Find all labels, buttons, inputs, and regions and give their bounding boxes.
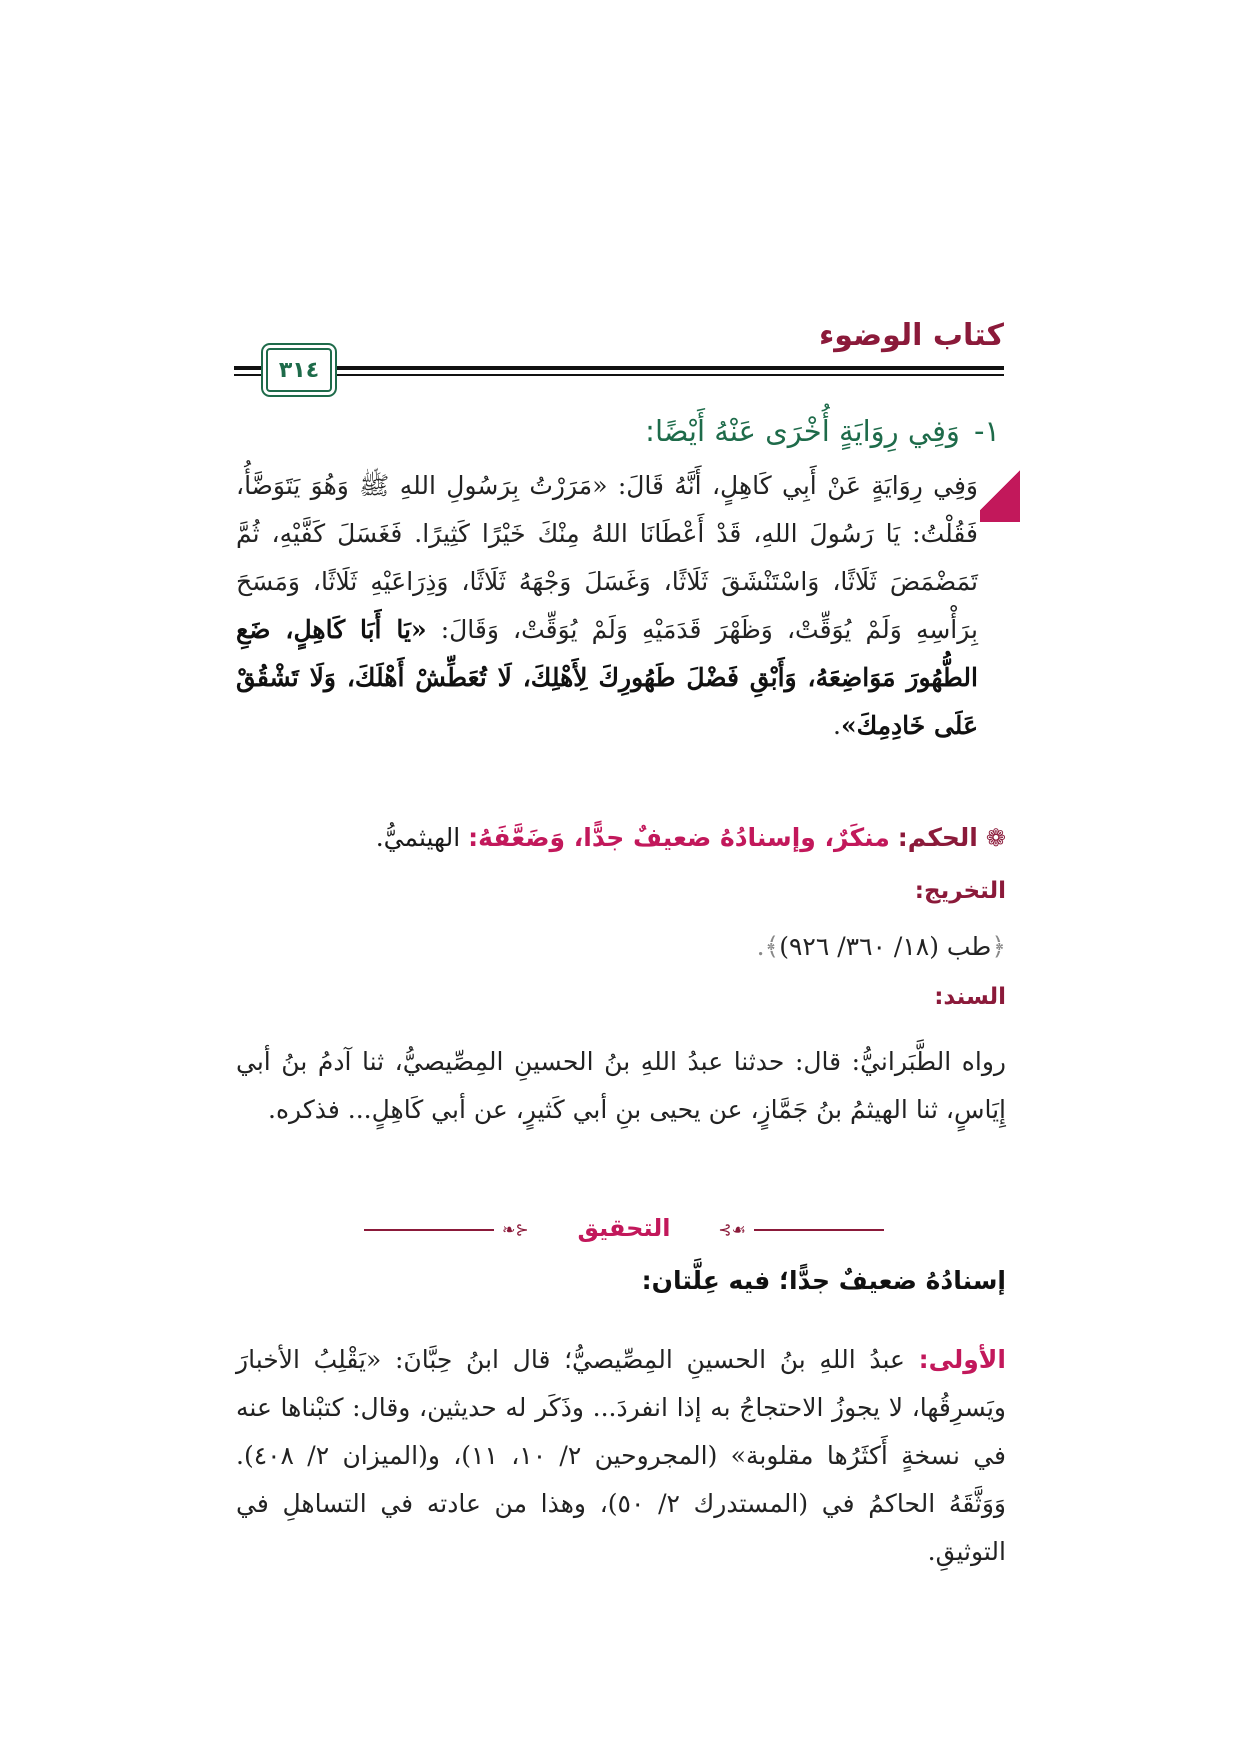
first-defect-text <box>236 1336 1006 1576</box>
ruling-rest: الهيثميُّ. <box>375 823 461 852</box>
corner-ornament-icon <box>980 458 1020 522</box>
ruling-verdict: منكَرٌ، وإسنادُهُ ضعيفٌ جدًّا، وَضَعَّفَهُ: <box>468 823 890 852</box>
hadith-narration: وَفِي رِوَايَةٍ عَنْ أَبِي كَاهِلٍ، أَنَّهُ قَالَ: «مَرَرْتُ بِرَسُولِ اللهِ ﷺ وَهُوَ يَتَوَضَّأُ، فَقُلْتُ: يَا رَسُولَ اللهِ، قَدْ أَعْطَانَا اللهُ مِنْكَ خَيْرًا كَثِيرًا. فَغَسَلَ كَفَّيْهِ، ثُمَّ تَمَضْمَضَ ثَلَاثًا، وَاسْتَنْشَقَ ثَلَاثًا، وَغَسَلَ وَجْهَهُ ثَلَاثًا، وَذِرَاعَيْهِ ثَلَاثًا، وَمَسَحَ بِرَأْسِهِ وَلَمْ يُوَقِّتْ، وَظَهْرَ قَدَمَيْهِ وَلَمْ يُوَقِّتْ، وَقَالَ: <box>236 471 978 644</box>
divider-ornament-left-icon: ⊰❧ <box>502 1220 529 1239</box>
section-heading <box>645 414 1000 448</box>
book-title: كتاب الوضوء <box>818 318 1004 353</box>
flower-ornament-icon: ❁ <box>985 824 1006 852</box>
takhrij-line <box>757 932 1006 961</box>
hadith-text <box>236 462 978 750</box>
ruling-line <box>236 818 1006 858</box>
page-number-badge: ٣١٤ <box>266 348 332 392</box>
takhrij-reference: طب (١٨/ ٣٦٠/ ٩٢٦) <box>779 932 992 961</box>
bracket-open: ﴿ <box>991 932 1006 961</box>
divider-line-right <box>754 1229 884 1231</box>
hadith-end: . <box>833 711 841 740</box>
ruling-label: الحكم: <box>897 823 978 852</box>
header-rule-thin <box>234 374 1004 376</box>
hadith-prophetic-saying: «يَا أَبَا كَاهِلٍ، ضَعِ الطُّهُورَ مَوَاضِعَهُ، وَأَبْقِ فَضْلَ طَهُورِكَ لِأَهْلِكَ، لَا تُعَطِّشْ أَهْلَكَ، وَلَا تَشْقُقْ عَلَى خَادِمِكَ» <box>236 615 978 740</box>
header-rule <box>234 366 1004 370</box>
takhrij-heading: التخريج: <box>914 878 1006 904</box>
tahqiq-title: التحقيق <box>577 1214 671 1242</box>
section-number: ١- <box>973 414 1000 448</box>
first-defect-body: عبدُ اللهِ بنُ الحسينِ المِصِّيصيُّ؛ قال ابنُ حِبَّانَ: «يَقْلِبُ الأخبارَ ويَسرِقُها، لا يجوزُ الاحتجاجُ به إذا انفردَ... وذَكَر له حديثين، وقال: كتبْناها عنه في نسخةٍ أَكثَرُها مقلوبة» (المجروحين ٢/ ١٠، ١١)، و(الميزان ٢/ ٤٠٨). وَوَثَّقَهُ الحاكمُ في (المستدرك ٢/ ٥٠)، وهذا من عادته في التساهلِ في التوثيقِ. <box>236 1345 1006 1566</box>
sanad-heading: السند: <box>934 984 1006 1010</box>
sanad-text: رواه الطَّبَرانيُّ: قال: حدثنا عبدُ اللهِ بنُ الحسينِ المِصِّيصيُّ، ثنا آدمُ بنُ أبي إِيَاسٍ، ثنا الهيثمُ بنُ جَمَّازٍ، عن يحيى بنِ أبي كَثيرٍ، عن أبي كَاهِلٍ... فذكره. <box>236 1047 1006 1124</box>
divider-ornament-right-icon: ☙⊱ <box>718 1220 746 1239</box>
first-defect-label: الأولى: <box>918 1345 1006 1374</box>
tahqiq-divider <box>364 1212 884 1248</box>
summary-line: إسنادُهُ ضعيفٌ جدًّا؛ فيه عِلَّتان: <box>641 1266 1006 1295</box>
page-header <box>234 318 1004 388</box>
bracket-close: ﴾. <box>756 932 780 961</box>
section-title: وَفِي رِوَايَةٍ أُخْرَى عَنْهُ أَيْضًا: <box>645 414 960 448</box>
